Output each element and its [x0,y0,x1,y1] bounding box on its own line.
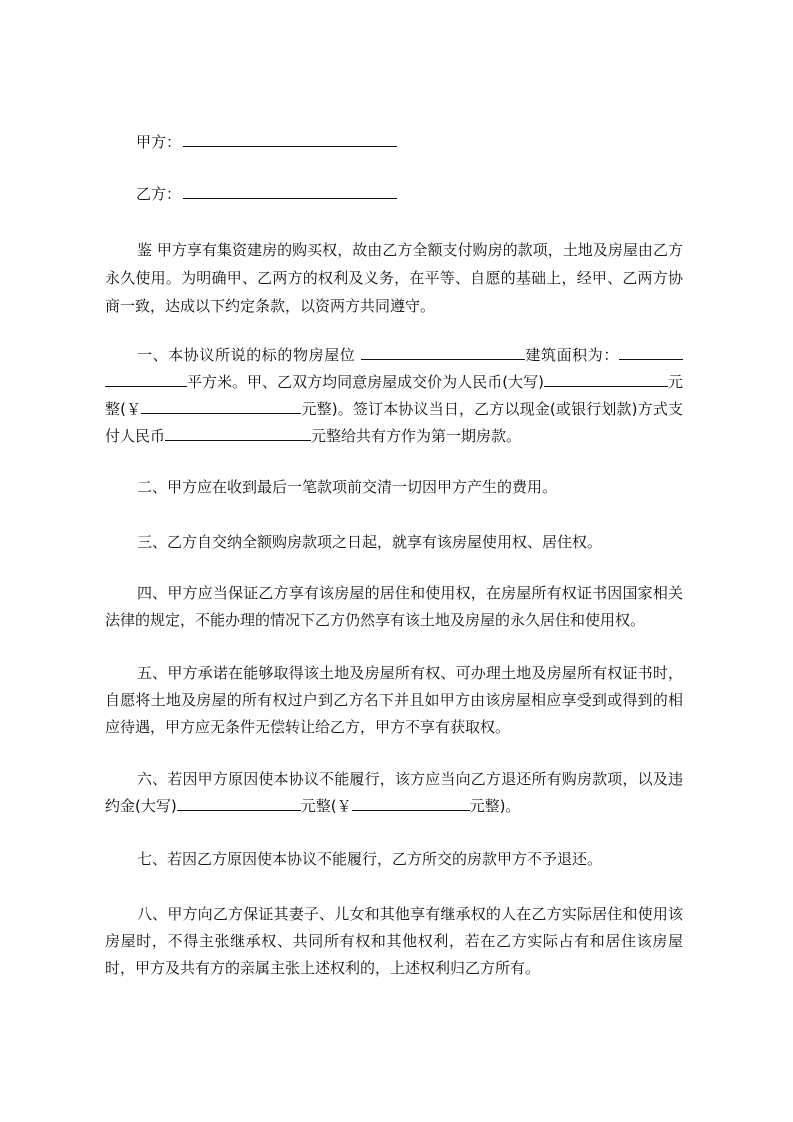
clause-6 [105,766,683,820]
preamble-paragraph: 鉴 甲方享有集资建房的购买权，故由乙方全额支付购房的款项，土地及房屋由乙方永久使用。为明确甲、乙两方的权利及义务，在平等、自愿的基础上，经甲、乙两方协商一致，达成以下约定条款，以资两方共同遵守。 [105,241,683,315]
penalty-words-blank [177,795,301,811]
party-a-label: 甲方： [136,133,182,151]
party-b-blank [183,184,397,199]
area-blank-1 [619,344,683,360]
clause-1-text-d: 元整(￥ [105,373,683,418]
clause-1-text-a: 一、本协议所说的标的物房屋位 [137,346,356,364]
clause-1-text-e: 元整)。签订本协议当日，乙方以现金(或银行划款)方式支付人民币 [105,400,683,445]
clause-1-text-b: 建筑面积为： [524,346,619,364]
clause-1-text-f: 元整给共有方作为第一期房款。 [311,427,522,445]
price-words-blank-2 [634,371,668,387]
first-payment-blank [165,425,311,441]
clause-4: 四、甲方应当保证乙方享有该房屋的居住和使用权，在房屋所有权证书因国家相关法律的规定，不能办理的情况下乙方仍然享有该土地及房屋的永久居住和使用权。 [105,584,683,629]
clause-7: 七、若因乙方原因使本协议不能履行，乙方所交的房款甲方不予退还。 [137,850,603,868]
location-blank [361,344,525,360]
clause-3: 三、乙方自交纳全额购房款项之日起，就享有该房屋使用权、居住权。 [137,533,603,551]
party-b-line [136,184,397,204]
clause-1 [105,342,683,450]
party-a-blank [183,132,397,147]
penalty-number-blank [352,795,470,811]
clause-6-text-a: 六、若因甲方原因使本协议不能履行，该方应当向乙方退还所有购房款项，以及违约金(大写) [105,770,683,815]
area-blank-2 [105,371,187,387]
clause-1-text-c: 平方米。甲、乙双方均同意房屋成交价为人民币(大写) [187,373,544,391]
party-a-line [136,132,397,152]
clause-8: 八、甲方向乙方保证其妻子、儿女和其他享有继承权的人在乙方实际居住和使用该房屋时，不得主张继承权、共同所有权和其他权利，若在乙方实际占有和居住该房屋时，甲方及共有方的亲属主张上述权利的，上述权利归乙方所有。 [105,905,683,977]
clause-6-text-c: 元整)。 [469,797,521,815]
price-number-blank [141,398,301,414]
party-b-label: 乙方： [136,185,182,203]
clause-5: 五、甲方承诺在能够取得该土地及房屋所有权、可办理土地及房屋所有权证书时，自愿将土地及房屋的所有权过户到乙方名下并且如甲方由该房屋相应享受到或得到的相应待遇，甲方应无条件无偿转让给乙方，甲方不享有获取权。 [105,664,683,736]
clause-6-text-b: 元整(￥ [300,797,352,815]
price-words-blank-1 [544,371,634,387]
clause-2: 二、甲方应在收到最后一笔款项前交清一切因甲方产生的费用。 [137,478,558,496]
